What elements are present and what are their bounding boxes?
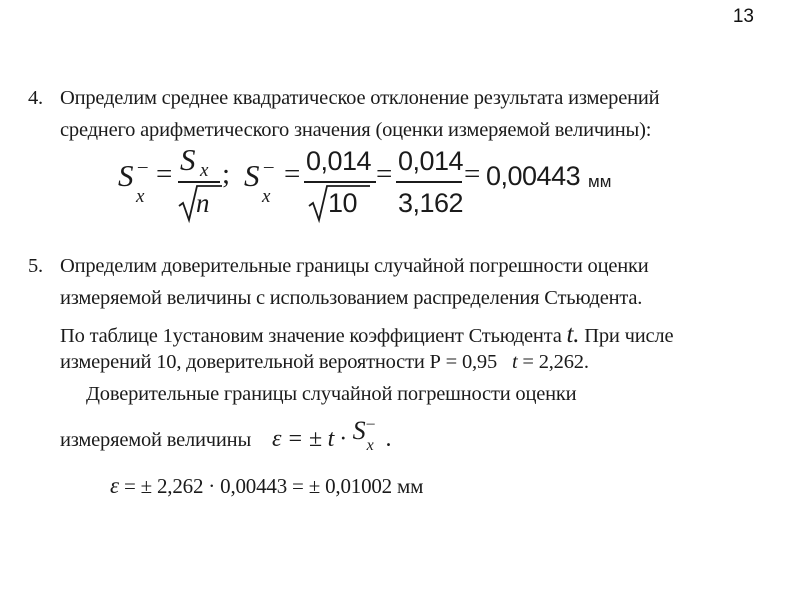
- frac-den-n: n: [196, 188, 210, 218]
- frac-den-1: 10: [328, 188, 358, 218]
- item-5-text-3-prefix: По таблице 1установим значение коэффициент Стьюдента: [60, 325, 562, 347]
- formula-semicolon: ;: [222, 158, 231, 190]
- formula-unit: мм: [588, 172, 612, 191]
- formula-s-minus-2: –: [264, 156, 274, 177]
- formula-s-symbol: S: [118, 158, 134, 193]
- fraction-bar-3: [396, 181, 462, 183]
- formula-s-subscript-2: x: [262, 186, 271, 207]
- item-5-text-3-suffix: При числе: [584, 325, 674, 347]
- frac-num-s: S: [180, 142, 196, 177]
- formula-result: 0,00443: [486, 161, 581, 191]
- fraction-bar-2: [304, 181, 376, 183]
- confidence-bound-calculation: [110, 474, 423, 497]
- item-5-text-1: Определим доверительные границы случайной погрешности оценки: [60, 255, 649, 277]
- frac-num-subscript: x: [200, 160, 209, 181]
- confidence-bound-formula: ε = ± t ·: [271, 426, 346, 452]
- page-number: 13: [732, 6, 754, 27]
- fraction-bar-1: [178, 181, 220, 183]
- item-5-text-2: измеряемой величины с использованием распределения Стьюдента.: [60, 287, 643, 309]
- frac-num-1: 0,014: [306, 146, 372, 176]
- item-5-line-1: [28, 256, 649, 277]
- confidence-s-minus: –: [366, 415, 375, 432]
- student-t-value-symbol: t: [511, 351, 518, 373]
- confidence-bound-result: = ± 2,262 · 0,00443 = ± 0,01002 мм: [123, 474, 424, 498]
- item-5-text-5: Доверительные границы случайной погрешности оценки: [86, 383, 577, 405]
- item-4-text-1: Определим среднее квадратическое отклонение результата измерений: [60, 87, 660, 109]
- item-4-line-1: [28, 88, 659, 109]
- item-5-line-4: [60, 352, 589, 373]
- formula-s-symbol-2: S: [244, 158, 260, 193]
- item-4-number: 4.: [28, 87, 43, 109]
- formula-eq-3: =: [376, 158, 393, 190]
- frac-den-2: 3,162: [398, 188, 464, 218]
- item-5-line-3: [60, 322, 673, 347]
- confidence-formula-end: .: [385, 426, 392, 452]
- item-5-number: 5.: [28, 255, 43, 277]
- confidence-s-letter: S: [352, 416, 366, 445]
- item-5-text-4-prefix: измерений 10, доверительной вероятности Р = 0,95: [60, 351, 498, 373]
- item-5-text-4-suffix: = 2,262.: [522, 351, 589, 373]
- formula-eq-4: =: [464, 158, 481, 190]
- frac-num-2: 0,014: [398, 146, 464, 176]
- confidence-s-subscript: x: [366, 437, 374, 454]
- student-t-symbol: t.: [566, 321, 580, 348]
- epsilon-symbol: ε: [110, 473, 119, 498]
- item-5-line-6: [60, 415, 392, 462]
- formula-s-subscript: x: [136, 186, 145, 207]
- formula-s-minus: –: [138, 156, 148, 177]
- formula-eq-1: =: [156, 158, 173, 190]
- item-5-text-6-prefix: измеряемой величины: [60, 429, 252, 451]
- item-4-text-2: среднего арифметического значения (оценки измеряемой величины):: [60, 119, 652, 141]
- confidence-s-symbol: [351, 415, 381, 454]
- formula-eq-2: =: [284, 158, 301, 190]
